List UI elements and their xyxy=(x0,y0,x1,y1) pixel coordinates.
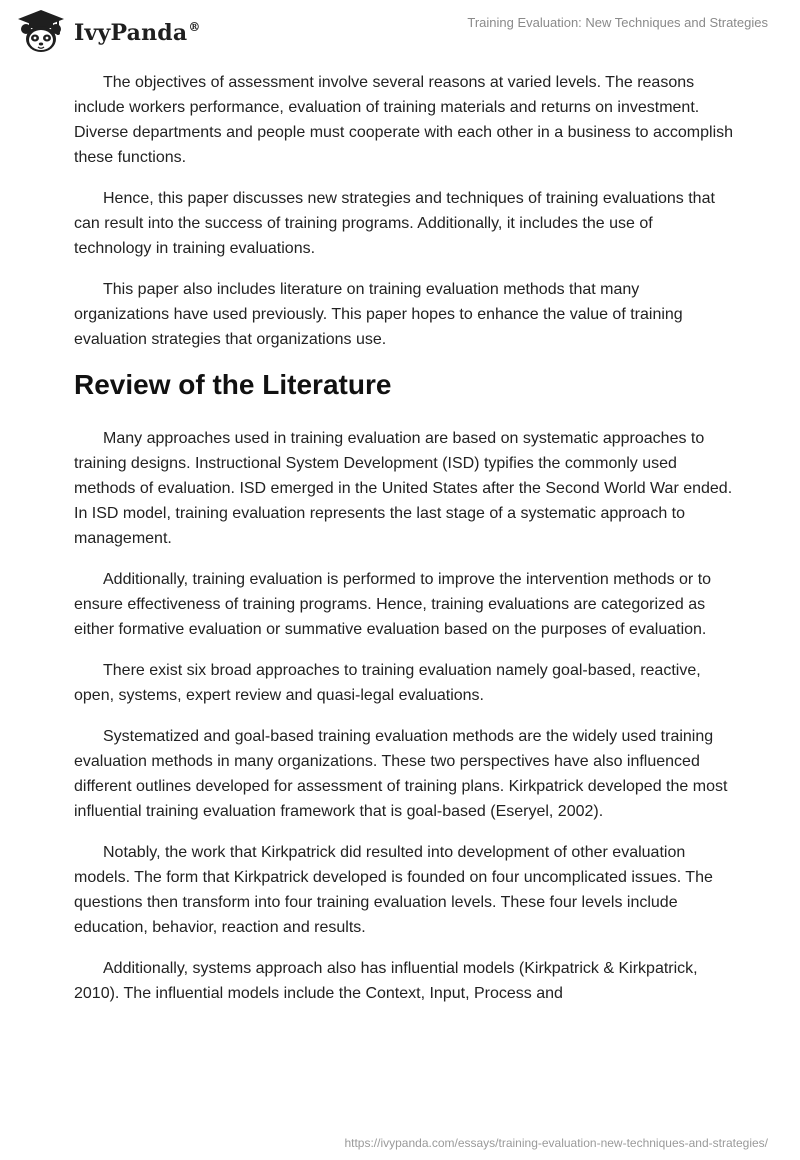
section-paragraph: There exist six broad approaches to training evaluation namely goal-based, reactive, open, systems, expert review and quasi-legal evaluations. xyxy=(74,662,701,704)
essay-body xyxy=(74,70,734,1022)
section-paragraph: Additionally, training evaluation is performed to improve the intervention methods or to ensure effectiveness of training programs. Hence, training evaluations are categorized as either formative evaluation or summative evaluation based on the purposes of evaluation. xyxy=(74,571,712,638)
section-paragraph: Systematized and goal-based training evaluation methods are the widely used training evaluation methods in many organizations. These two perspectives have also influenced different outlines developed for assessment of training plans. Kirkpatrick developed the most influential training evaluation framework that is goal-based (Eseryel, 2002). xyxy=(74,728,728,820)
section-paragraph: Additionally, systems approach also has influential models (Kirkpatrick & Kirkpatrick, 2010). The influential models include the Context, Input, Process and xyxy=(74,960,698,1002)
brand-logo[interactable] xyxy=(14,8,201,54)
intro-paragraph: This paper also includes literature on training evaluation methods that many organizations have used previously. This paper hopes to enhance the value of training evaluation strategies that organizations use. xyxy=(74,281,683,348)
intro-paragraph: Hence, this paper discusses new strategies and techniques of training evaluations that can result into the success of training programs. Additionally, it includes the use of technology in training evaluations. xyxy=(74,190,715,257)
section-heading: Review of the Literature xyxy=(74,369,392,400)
intro-paragraph: The objectives of assessment involve several reasons at varied levels. The reasons include workers performance, evaluation of training materials and returns on investment. Diverse departments and people must cooperate with each other in a business to accomplish these functions. xyxy=(74,74,734,166)
page-header xyxy=(0,0,800,60)
section-paragraph: Notably, the work that Kirkpatrick did resulted into development of other evaluation models. The form that Kirkpatrick developed is founded on four uncomplicated issues. The questions then transform into four training evaluation levels. These four levels include education, behavior, reaction and results. xyxy=(74,844,713,936)
panda-graduation-cap-icon xyxy=(14,8,68,54)
brand-name: IvyPanda® xyxy=(74,20,201,46)
running-title: Training Evaluation: New Techniques and Strategies xyxy=(467,15,768,30)
section-paragraph: Many approaches used in training evaluation are based on systematic approaches to training designs. Instructional System Development (ISD) typifies the commonly used methods of evaluation. ISD emerged in the United States after the Second World War ended. In ISD model, training evaluation represents the last stage of a systematic approach to management. xyxy=(74,430,733,547)
source-url[interactable]: https://ivypanda.com/essays/training-evaluation-new-techniques-and-strategies/ xyxy=(344,1136,768,1150)
